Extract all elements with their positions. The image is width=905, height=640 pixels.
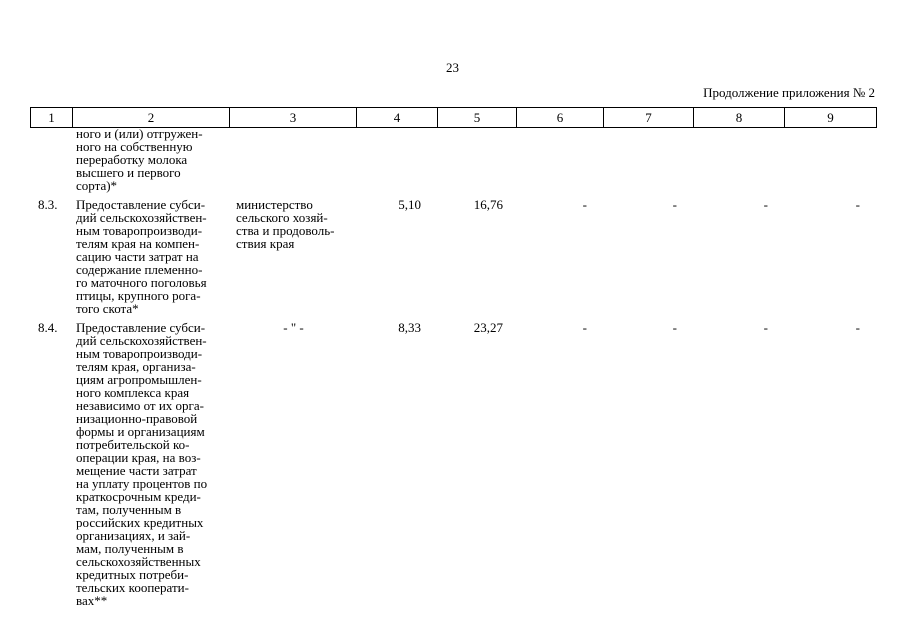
description-line: сацию части затрат на [76,249,199,264]
description-line: циям агропромышлен- [76,372,202,387]
executor-line: ства и продоволь- [236,223,335,238]
value-cell-col8: - [763,197,768,212]
description-line: там, полученным в [76,502,182,517]
description-line: вах** [76,593,108,608]
executor-line: сельского хозяй- [236,210,328,225]
page-number: 23 [446,60,459,75]
description-line: потребительской ко- [76,437,190,452]
description-line: содержание племенно- [76,262,203,277]
header-cell-col8: 8 [694,108,785,127]
value-cell-col5: 23,27 [473,320,503,335]
description-cell [73,198,230,315]
description-line: ного и (или) отгружен- [76,126,203,141]
description-line: переработку молока [76,152,188,167]
description-line: высшего и первого [76,165,181,180]
description-line: дий сельскохозяйствен- [76,210,207,225]
value-cell-col4: 8,33 [398,320,421,335]
description-line: мам, полученным в [76,541,184,556]
executor-ditto-mark: - " - [283,320,304,335]
executor-line: ствия края [236,236,295,251]
executor-line: министерство [236,197,313,212]
description-line: го маточного поголовья [76,275,207,290]
description-line: краткосрочным креди- [76,489,201,504]
value-cell-col4: 5,10 [398,197,421,212]
header-cell-col5: 5 [438,108,517,127]
description-line: ным товаропроизводи- [76,223,203,238]
description-line: сельскохозяйственных [76,554,201,569]
description-line: тельских кооперати- [76,580,189,595]
header-cell-col2: 2 [73,108,230,127]
description-line: кредитных потреби- [76,567,189,582]
description-line: Предоставление субси- [76,197,206,212]
description-line: операции края, на воз- [76,450,201,465]
description-line: формы и организациям [76,424,205,439]
description-line: того скота* [76,301,139,316]
table-row-continuation [31,127,877,192]
value-cell-col7: - [672,320,677,335]
row-number: 8.3. [38,197,58,212]
description-line: ного на собственную [76,139,193,154]
table-body [31,127,877,607]
description-line: мещение части затрат [76,463,197,478]
description-line: независимо от их орга- [76,398,204,413]
header-cell-col4: 4 [357,108,438,127]
description-line: телям края на компен- [76,236,200,251]
description-line: низационно-правовой [76,411,198,426]
value-cell-col8: - [763,320,768,335]
description-cell [73,321,230,607]
row-number: 8.4. [38,320,58,335]
table-row-8-3 [31,192,877,315]
description-line: телям края, организа- [76,359,196,374]
header-cell-col9: 9 [785,108,877,127]
value-cell-col9: - [855,197,860,212]
value-cell-col6: - [582,197,587,212]
description-line: организациях, и зай- [76,528,191,543]
header-cell-col7: 7 [604,108,694,127]
table-row-8-4 [31,315,877,607]
header-cell-col6: 6 [517,108,604,127]
value-cell-col7: - [672,197,677,212]
executor-cell [230,321,357,607]
appendix-continuation-label: Продолжение приложения № 2 [703,85,875,100]
table-header-row [30,107,877,128]
description-line: российских кредитных [76,515,204,530]
value-cell-col6: - [582,320,587,335]
header-cell-col3: 3 [230,108,357,127]
value-cell-col5: 16,76 [473,197,503,212]
description-cell [73,127,230,192]
description-line: дий сельскохозяйствен- [76,333,207,348]
value-cell-col9: - [855,320,860,335]
executor-cell [230,198,357,315]
description-line: ным товаропроизводи- [76,346,203,361]
header-cell-col1: 1 [31,108,73,127]
description-line: ного комплекса края [76,385,190,400]
description-line: Предоставление субси- [76,320,206,335]
description-line: сорта)* [76,178,118,193]
description-line: на уплату процентов по [76,476,208,491]
description-line: птицы, крупного рога- [76,288,201,303]
